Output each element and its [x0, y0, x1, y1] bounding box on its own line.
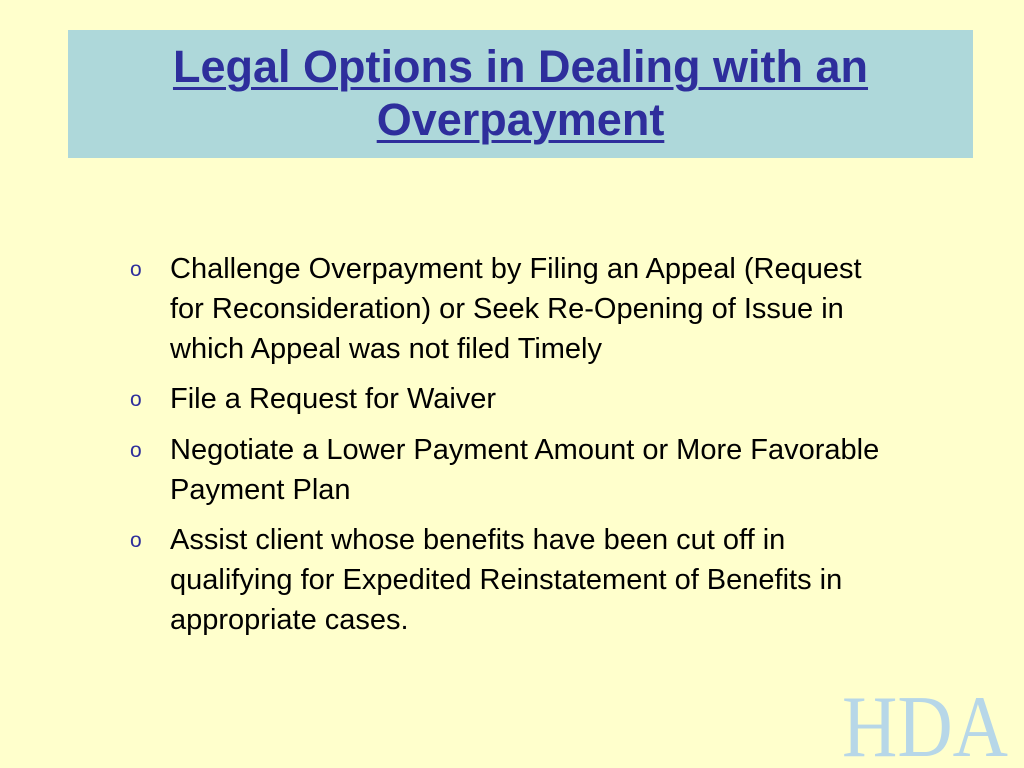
hda-logo — [840, 679, 1012, 768]
bullet-text: Assist client whose benefits have been cut off in qualifying for Expedited Reinstatement of Benefits in appropriate cases. — [170, 524, 843, 636]
bullet-marker: o — [130, 388, 142, 411]
logo-lettering: HDA — [842, 679, 1008, 768]
bullet-marker: o — [130, 439, 142, 462]
bullet-item — [126, 249, 906, 369]
bullet-item — [126, 520, 906, 640]
bullet-marker: o — [130, 258, 142, 281]
bullet-text: Negotiate a Lower Payment Amount or More Favorable Payment Plan — [170, 434, 880, 506]
bullet-item — [126, 379, 906, 420]
bullet-item — [126, 430, 906, 510]
bullet-marker: o — [130, 529, 142, 552]
bullet-text: Challenge Overpayment by Filing an Appeal (Request for Reconsideration) or Seek Re-Opening of Issue in which Appeal was not filed Timely — [170, 253, 862, 365]
bullet-text: File a Request for Waiver — [170, 383, 497, 415]
slide-title: Legal Options in Dealing with an Overpayment — [172, 41, 869, 145]
bullet-list — [126, 249, 906, 650]
title-banner — [68, 30, 973, 158]
